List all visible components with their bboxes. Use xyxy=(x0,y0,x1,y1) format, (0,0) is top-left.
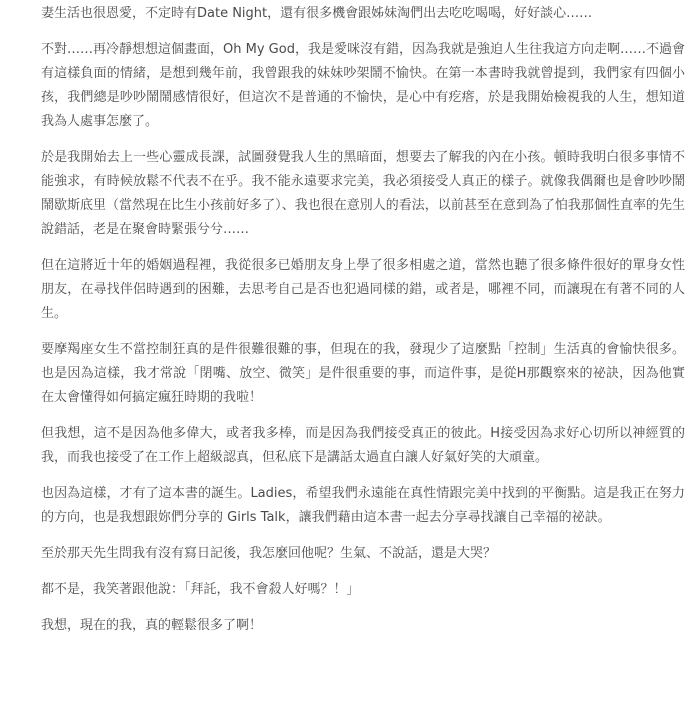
document-body xyxy=(41,2,685,650)
paragraph-6: 但我想，這不是因為他多偉大，或者我多棒，而是因為我們接受真正的彼此。H接受因為求好心切所以神經質的我，而我也接受了在工作上超級認真，但私底下是講話太過直白讓人好氣好笑的大頑童。 xyxy=(41,426,685,465)
paragraph-1: 妻生活也很恩愛，不定時有Date Night，還有很多機會跟姊妹淘們出去吃吃喝喝，好好談心…… xyxy=(41,6,593,21)
paragraph-10: 我想，現在的我，真的輕鬆很多了啊！ xyxy=(41,618,263,633)
paragraph-8: 至於那天先生問我有沒有寫日記後，我怎麼回他呢？生氣、不說話，還是大哭？ xyxy=(41,546,497,561)
paragraph-4: 但在這將近十年的婚姻過程裡，我從很多已婚朋友身上學了很多相處之道，當然也聽了很多條件很好的單身女性朋友，在尋找伴侶時遇到的困難，去思考自己是否也犯過同樣的錯，或者是，哪裡不同，而讓現在有著不同的人生。 xyxy=(41,258,685,321)
paragraph-3: 於是我開始去上一些心靈成長課，試圖發覺我人生的黑暗面，想要去了解我的內在小孩。頓時我明白很多事情不能強求，有時候放鬆不代表不在乎。我不能永遠要求完美，我必須接受人真正的樣子。就像我偶爾也是會吵吵鬧鬧歇斯底里（當然現在比生小孩前好多了）、我也很在意別人的看法，以前甚至在意到為了怕我那個性直率的先生說錯話，老是在聚會時緊張兮兮…… xyxy=(41,150,685,237)
paragraph-9: 都不是，我笑著跟他說：「拜託，我不會殺人好嗎？！」 xyxy=(41,582,360,597)
paragraph-7: 也因為這樣，才有了這本書的誕生。Ladies，希望我們永遠能在真性情跟完美中找到的平衡點。這是我正在努力的方向，也是我想跟妳們分享的 Girls Talk，讓我們藉由這本書一起去分享尋找讓自己幸福的祕訣。 xyxy=(41,486,685,525)
paragraph-5: 要摩羯座女生不當控制狂真的是件很難很難的事，但現在的我，發現少了這麼點「控制」生活真的會愉快很多。也是因為這樣，我才常說「閉嘴、放空、微笑」是件很重要的事，而這件事，是從H那觀察來的祕訣，因為他實在太會懂得如何搞定瘋狂時期的我啦！ xyxy=(41,342,685,405)
paragraph-2: 不對……再冷靜想想這個畫面，Oh My God，我是愛咪沒有錯，因為我就是強迫人生往我這方向走啊……不過會有這樣負面的情緒，是想到幾年前，我曾跟我的妹妹吵架鬧不愉快。在第一本書時我就曾提到，我們家有四個小孩，我們總是吵吵鬧鬧感情很好，但這次不是普通的不愉快，是心中有疙瘩，於是我開始檢視我的人生，想知道我為人處事怎麼了。 xyxy=(41,42,685,129)
